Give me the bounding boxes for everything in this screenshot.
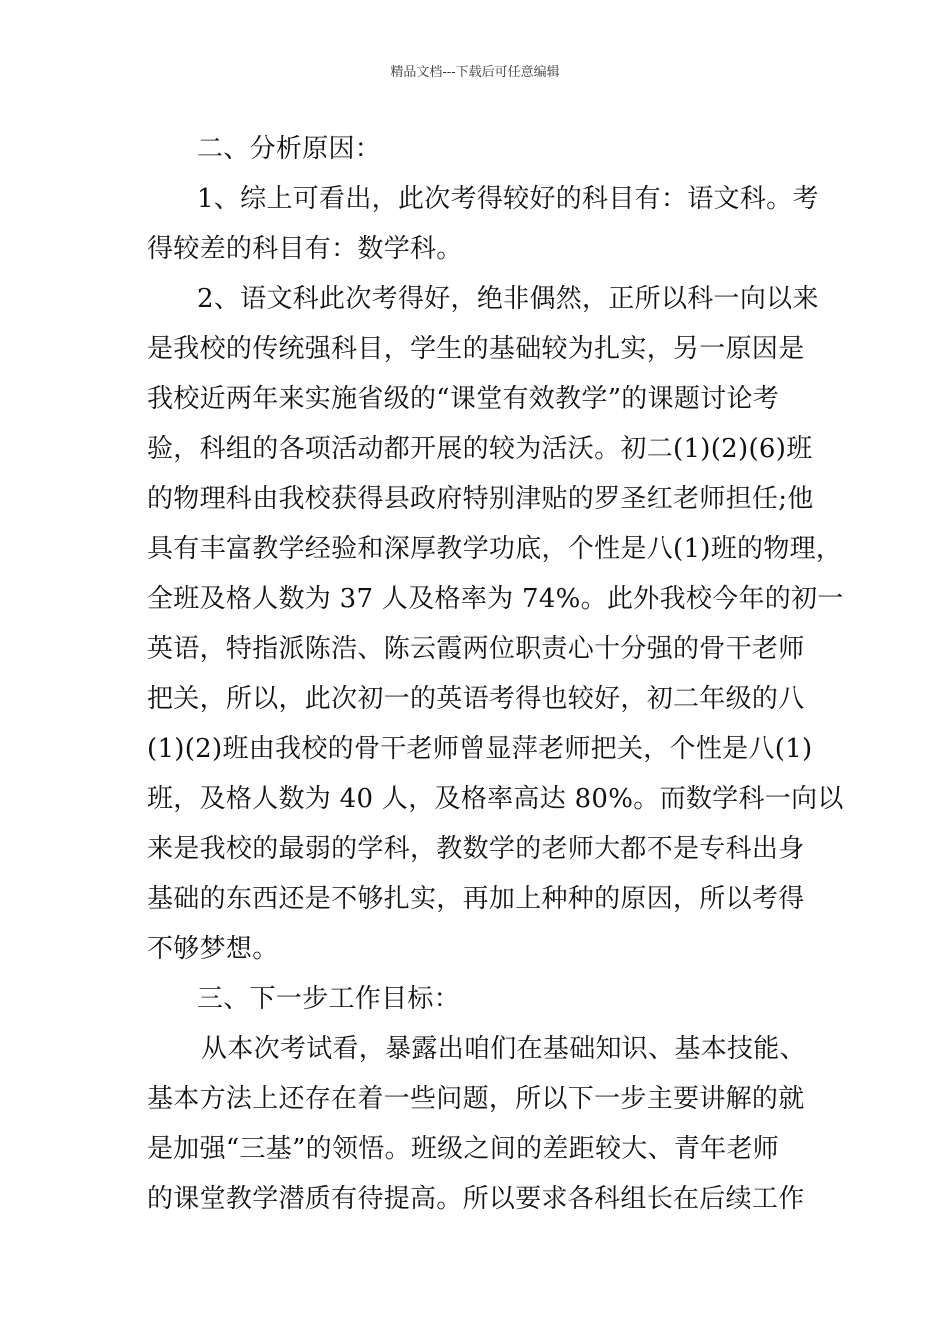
paragraph-line: 不够梦想。 <box>147 934 279 964</box>
paragraph-line: 全班及格人数为 37 人及格率为 74%。此外我校今年的初一 <box>147 584 844 614</box>
paragraph-line: 班，及格人数为 40 人，及格率高达 80%。而数学科一向以 <box>147 784 844 814</box>
paragraph-line: 2、语文科此次考得好，绝非偶然，正所以科一向以来 <box>197 284 819 314</box>
paragraph-line: 是加强“三基”的领悟。班级之间的差距较大、青年老师 <box>147 1134 780 1164</box>
paragraph-line: (1)(2)班由我校的骨干老师曾显萍老师把关，个性是八(1) <box>147 734 813 764</box>
paragraph-line: 得较差的科目有：数学科。 <box>147 234 463 264</box>
paragraph-line: 基础的东西还是不够扎实，再加上种种的原因，所以考得 <box>147 884 805 914</box>
paragraph-line: 来是我校的最弱的学科，教数学的老师大都不是专科出身 <box>147 834 805 864</box>
section-heading-analysis: 二、分析原因： <box>197 134 382 164</box>
paragraph-line: 把关，所以，此次初一的英语考得也较好，初二年级的八 <box>147 684 805 714</box>
paragraph-line: 是我校的传统强科目，学生的基础较为扎实，另一原因是 <box>147 334 805 364</box>
paragraph-line: 1、综上可看出，此次考得较好的科目有：语文科。考 <box>197 184 819 214</box>
paragraph-line: 具有丰富教学经验和深厚教学功底，个性是八(1)班的物理， <box>147 534 843 564</box>
paragraph-line: 我校近两年来实施省级的“课堂有效教学”的课题讨论考 <box>147 384 780 414</box>
paragraph-line: 的物理科由我校获得县政府特别津贴的罗圣红老师担任;他 <box>147 484 814 514</box>
paragraph-line: 从本次考试看，暴露出咱们在基础知识、基本技能、 <box>201 1034 806 1064</box>
paragraph-line: 英语，特指派陈浩、陈云霞两位职责心十分强的骨干老师 <box>147 634 805 664</box>
paragraph-line: 验，科组的各项活动都开展的较为活沃。初二(1)(2)(6)班 <box>147 434 813 464</box>
page-header: 精品文档---下载后可任意编辑 <box>390 65 560 80</box>
section-heading-next-steps: 三、下一步工作目标： <box>197 984 461 1014</box>
paragraph-line: 基本方法上还存在着一些问题，所以下一步主要讲解的就 <box>147 1084 805 1114</box>
paragraph-line: 的课堂教学潜质有待提高。所以要求各科组长在后续工作 <box>147 1184 805 1214</box>
